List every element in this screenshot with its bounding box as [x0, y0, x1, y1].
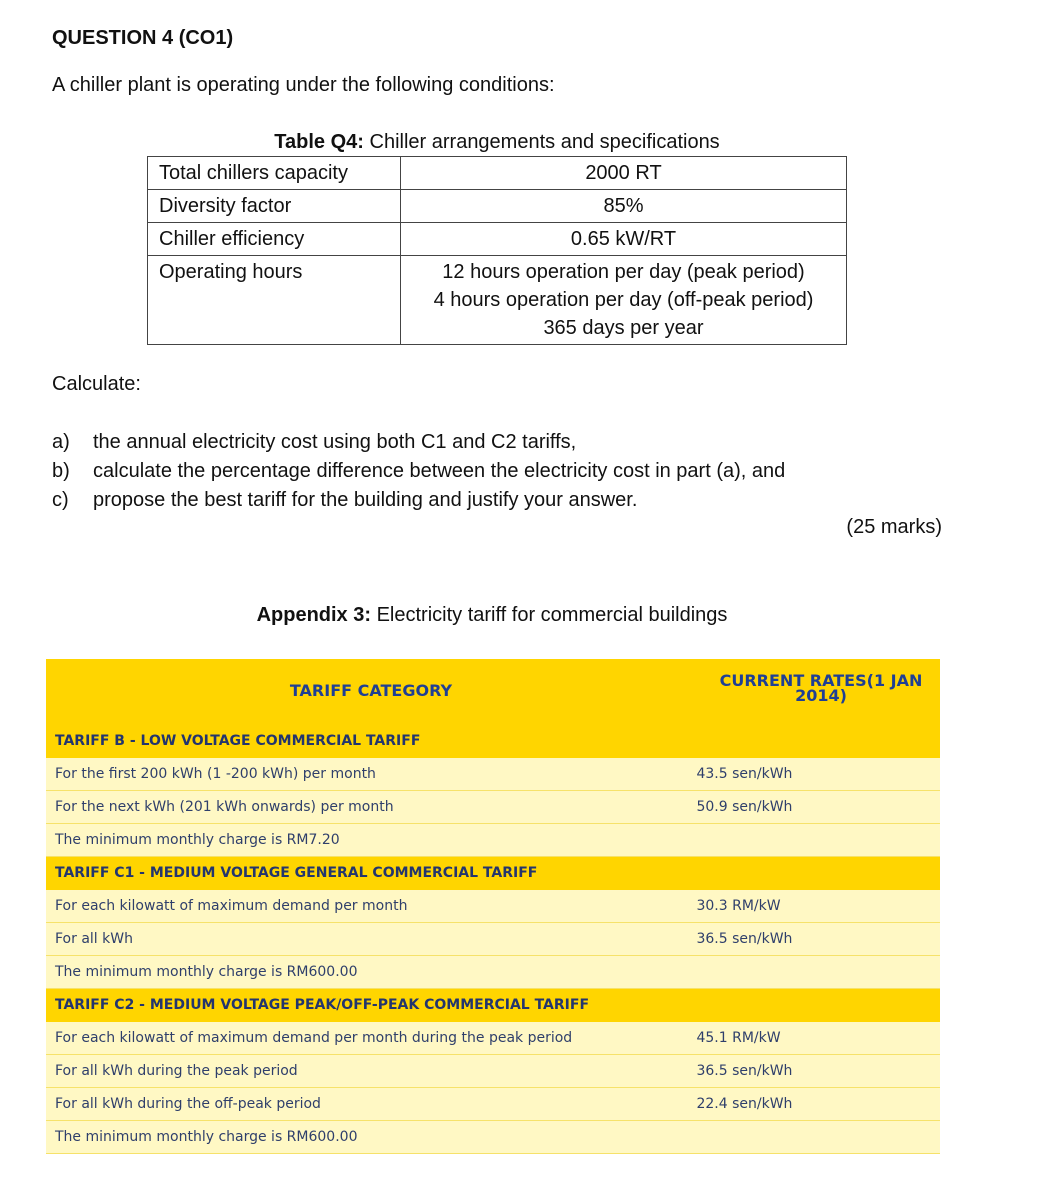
spec-label: Total chillers capacity	[148, 157, 401, 190]
tariff-rate: 22.4 sen/kWh	[696, 1096, 793, 1112]
spec-value	[401, 256, 847, 345]
appendix-caption	[147, 604, 837, 627]
tariff-desc: For all kWh during the peak period	[55, 1063, 298, 1079]
table-row	[148, 223, 847, 256]
table-q4-caption	[148, 131, 846, 154]
tariff-table-header	[46, 659, 940, 725]
table-row	[46, 791, 940, 824]
tariff-section-label: TARIFF C2 - MEDIUM VOLTAGE PEAK/OFF-PEAK COMMERCIAL TARIFF	[55, 997, 590, 1013]
table-row	[46, 1088, 940, 1121]
list-item	[52, 457, 785, 486]
question-heading: QUESTION 4 (CO1)	[52, 27, 234, 49]
marks-label: (25 marks)	[846, 516, 942, 538]
spec-value-line: 4 hours operation per day (off-peak period)	[433, 289, 814, 311]
tariff-section-label: TARIFF B - LOW VOLTAGE COMMERCIAL TARIFF	[55, 733, 421, 749]
part-text: propose the best tariff for the building and justify your answer.	[93, 489, 638, 511]
table-row	[46, 758, 940, 791]
tariff-section-title	[46, 989, 940, 1022]
tariff-rate: 36.5 sen/kWh	[696, 1063, 793, 1079]
appendix-caption-text: Electricity tariff for commercial buildings	[371, 604, 728, 626]
appendix-caption-label: Appendix 3:	[256, 604, 372, 626]
spec-value: 2000 RT	[401, 157, 847, 190]
table-q4-caption-label: Table Q4:	[274, 131, 364, 153]
table-row	[148, 190, 847, 223]
question-parts	[52, 428, 785, 515]
tariff-desc: The minimum monthly charge is RM600.00	[55, 964, 358, 980]
question-intro: A chiller plant is operating under the following conditions:	[52, 74, 555, 96]
tariff-rate: 43.5 sen/kWh	[696, 766, 793, 782]
part-key: b)	[52, 460, 70, 482]
part-key: a)	[52, 431, 70, 453]
tariff-section-title	[46, 725, 940, 758]
tariff-desc: For the first 200 kWh (1 -200 kWh) per month	[55, 766, 376, 782]
tariff-desc: For the next kWh (201 kWh onwards) per month	[55, 799, 394, 815]
spec-value-line: 365 days per year	[543, 317, 704, 339]
tariff-category-header: TARIFF CATEGORY	[289, 681, 453, 700]
spec-label: Chiller efficiency	[148, 223, 401, 256]
spec-value: 0.65 kW/RT	[401, 223, 847, 256]
tariff-section-label: TARIFF C1 - MEDIUM VOLTAGE GENERAL COMMERCIAL TARIFF	[55, 865, 538, 881]
calculate-label: Calculate:	[52, 373, 141, 395]
spec-label: Diversity factor	[148, 190, 401, 223]
tariff-table	[46, 659, 940, 1154]
tariff-desc: For all kWh	[55, 931, 133, 947]
tariff-rate: 36.5 sen/kWh	[696, 931, 793, 947]
list-item	[52, 428, 785, 457]
tariff-desc: For each kilowatt of maximum demand per month	[55, 898, 408, 914]
part-text: calculate the percentage difference between the electricity cost in part (a), and	[93, 460, 786, 482]
part-text: the annual electricity cost using both C1 and C2 tariffs,	[93, 431, 577, 453]
table-q4-caption-text: Chiller arrangements and specifications	[363, 131, 720, 153]
tariff-desc: The minimum monthly charge is RM600.00	[55, 1129, 358, 1145]
spec-label: Operating hours	[148, 256, 401, 345]
table-q4	[147, 156, 847, 345]
tariff-section-title	[46, 857, 940, 890]
tariff-rate: 30.3 RM/kW	[696, 898, 781, 914]
current-rates-header: CURRENT RATES(1 JAN 2014)	[719, 671, 923, 705]
table-row	[46, 1055, 940, 1088]
tariff-rate: 50.9 sen/kWh	[696, 799, 793, 815]
table-row	[46, 890, 940, 923]
tariff-desc: The minimum monthly charge is RM7.20	[55, 832, 340, 848]
table-row	[46, 1121, 940, 1154]
table-row	[148, 256, 847, 345]
tariff-desc: For all kWh during the off-peak period	[55, 1096, 321, 1112]
table-row	[46, 824, 940, 857]
spec-value: 85%	[401, 190, 847, 223]
table-row	[46, 956, 940, 989]
spec-value-line: 12 hours operation per day (peak period)	[442, 261, 805, 283]
list-item	[52, 486, 785, 515]
table-row	[46, 1022, 940, 1055]
tariff-rate: 45.1 RM/kW	[696, 1030, 781, 1046]
table-row	[46, 923, 940, 956]
part-key: c)	[52, 489, 69, 511]
table-row	[148, 157, 847, 190]
tariff-desc: For each kilowatt of maximum demand per month during the peak period	[55, 1030, 573, 1046]
